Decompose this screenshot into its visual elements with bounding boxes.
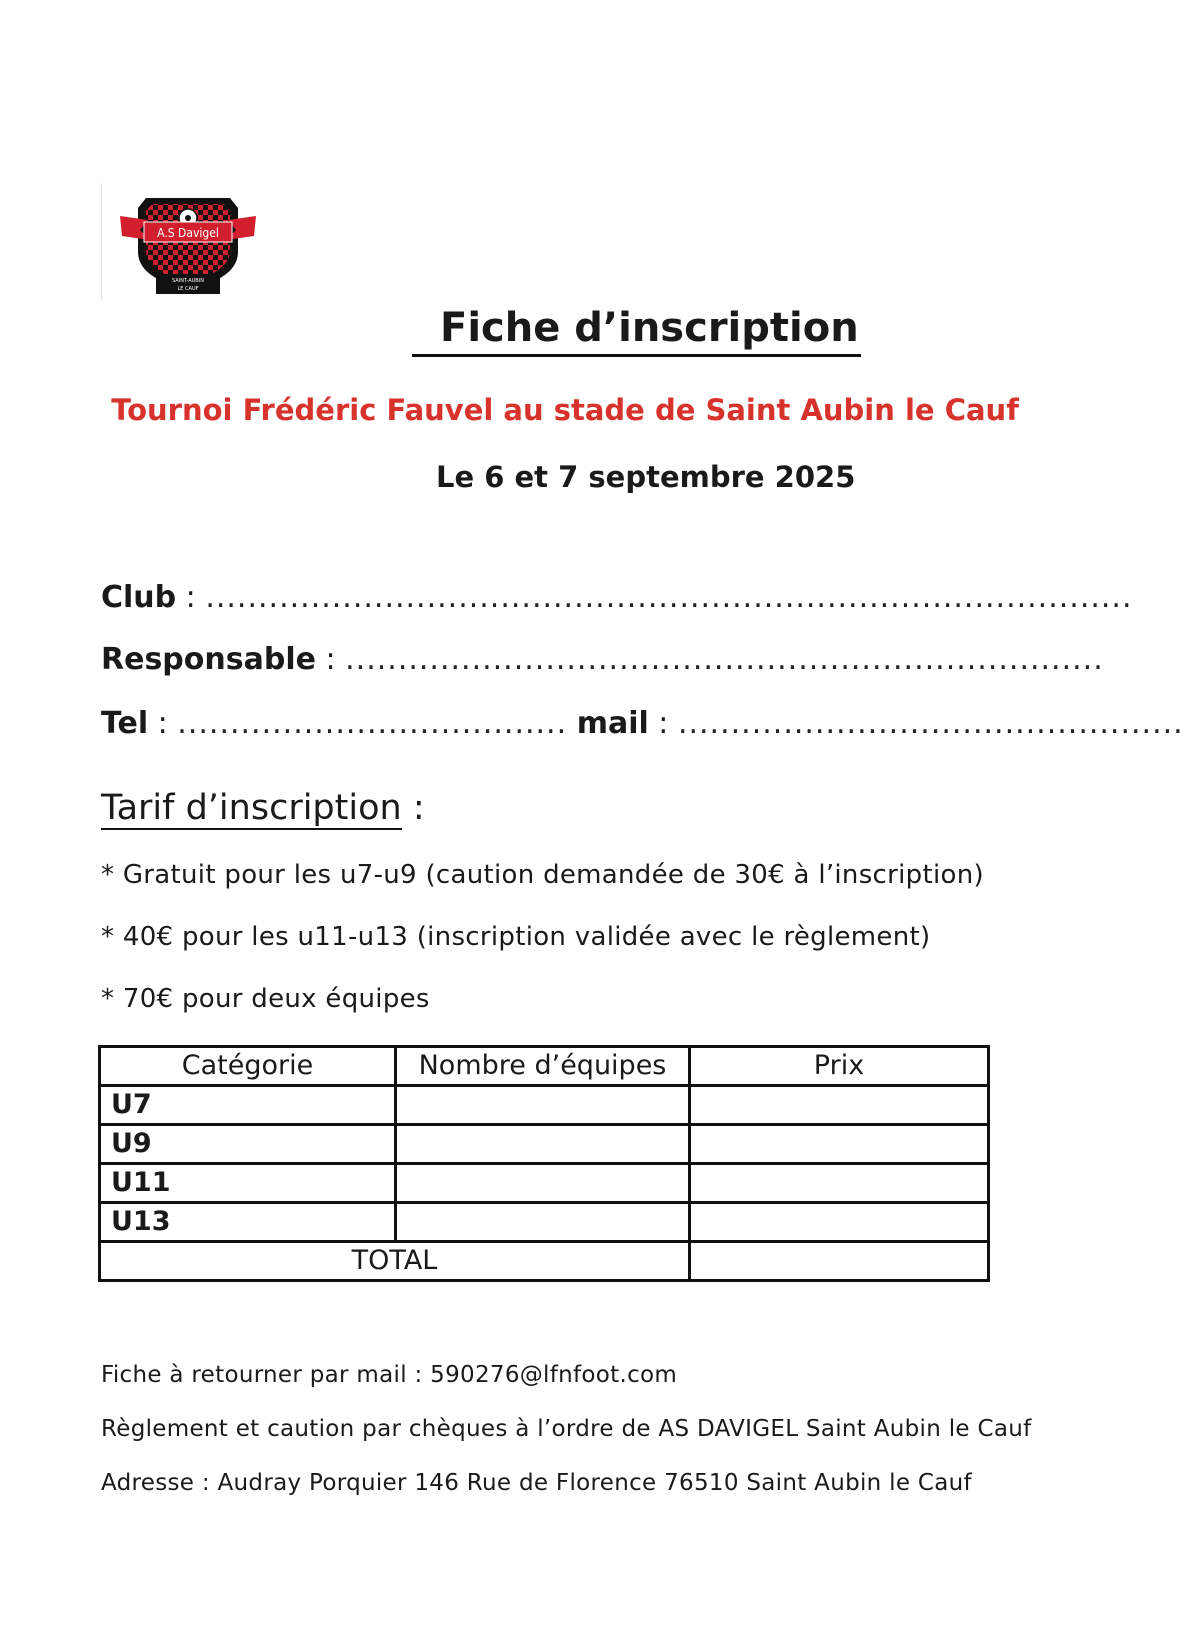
header-prix: Prix bbox=[690, 1047, 989, 1086]
teams-cell[interactable] bbox=[396, 1125, 690, 1164]
logo-bottom-text-1: SAINT-AUBIN bbox=[172, 278, 204, 284]
tel-mail-field bbox=[101, 704, 1184, 744]
table-row bbox=[100, 1086, 989, 1125]
footer-address-line: Adresse : Audray Porquier 146 Rue de Florence 76510 Saint Aubin le Cauf bbox=[101, 1470, 972, 1496]
table-total-row bbox=[100, 1242, 989, 1281]
price-cell[interactable] bbox=[690, 1086, 989, 1125]
footer-payment-line: Règlement et caution par chèques à l’ordre de AS DAVIGEL Saint Aubin le Cauf bbox=[101, 1416, 1032, 1442]
tarif-heading-text: Tarif d’inscription bbox=[101, 788, 402, 828]
responsable-dots: ........................................................................ bbox=[345, 642, 1104, 677]
mail-dots: ................................................ bbox=[677, 706, 1184, 741]
tournament-subtitle: Tournoi Frédéric Fauvel au stade de Saint Aubin le Cauf bbox=[111, 393, 1019, 427]
mail-separator: : bbox=[648, 706, 678, 741]
registration-table bbox=[98, 1045, 990, 1282]
price-cell[interactable] bbox=[690, 1164, 989, 1203]
teams-cell[interactable] bbox=[396, 1086, 690, 1125]
page-title: Fiche d’inscription bbox=[412, 302, 861, 357]
teams-cell[interactable] bbox=[396, 1203, 690, 1242]
footer-mail-line: Fiche à retourner par mail : 590276@lfnfoot.com bbox=[101, 1362, 678, 1388]
logo-edge-line bbox=[101, 183, 102, 301]
logo-banner-text: A.S Davigel bbox=[157, 226, 219, 240]
header-categorie: Catégorie bbox=[100, 1047, 396, 1086]
club-field bbox=[101, 578, 1133, 618]
responsable-label: Responsable bbox=[101, 642, 316, 677]
tel-separator: : bbox=[148, 706, 178, 741]
tarif-item-3: * 70€ pour deux équipes bbox=[101, 984, 430, 1014]
category-cell: U13 bbox=[100, 1203, 396, 1242]
club-logo bbox=[118, 190, 258, 300]
table-row bbox=[100, 1203, 989, 1242]
header-nombre-equipes: Nombre d’équipes bbox=[396, 1047, 690, 1086]
tarif-heading-suffix: : bbox=[401, 788, 425, 828]
table-row bbox=[100, 1125, 989, 1164]
price-cell[interactable] bbox=[690, 1125, 989, 1164]
logo-bottom-text-2: LE CAUF bbox=[177, 286, 199, 292]
category-cell: U7 bbox=[100, 1086, 396, 1125]
club-separator: : bbox=[176, 580, 206, 615]
club-label: Club bbox=[101, 580, 177, 615]
tel-label: Tel bbox=[101, 706, 149, 741]
table-row bbox=[100, 1164, 989, 1203]
teams-cell[interactable] bbox=[396, 1164, 690, 1203]
tel-dots: ..................................... bbox=[177, 706, 568, 741]
mail-label: mail bbox=[576, 706, 649, 741]
tarif-item-1: * Gratuit pour les u7-u9 (caution demandée de 30€ à l’inscription) bbox=[101, 860, 984, 890]
price-cell[interactable] bbox=[690, 1203, 989, 1242]
table-header-row bbox=[100, 1047, 989, 1086]
category-cell: U9 bbox=[100, 1125, 396, 1164]
total-price-cell[interactable] bbox=[690, 1242, 989, 1281]
responsable-separator: : bbox=[315, 642, 346, 677]
total-label: TOTAL bbox=[100, 1242, 690, 1281]
event-date: Le 6 et 7 septembre 2025 bbox=[436, 460, 856, 494]
responsable-field bbox=[101, 640, 1104, 680]
club-dots: ........................................................................................ bbox=[205, 580, 1133, 615]
tarif-item-2: * 40€ pour les u11-u13 (inscription validée avec le règlement) bbox=[101, 922, 931, 952]
category-cell: U11 bbox=[100, 1164, 396, 1203]
tarif-heading bbox=[101, 788, 425, 828]
